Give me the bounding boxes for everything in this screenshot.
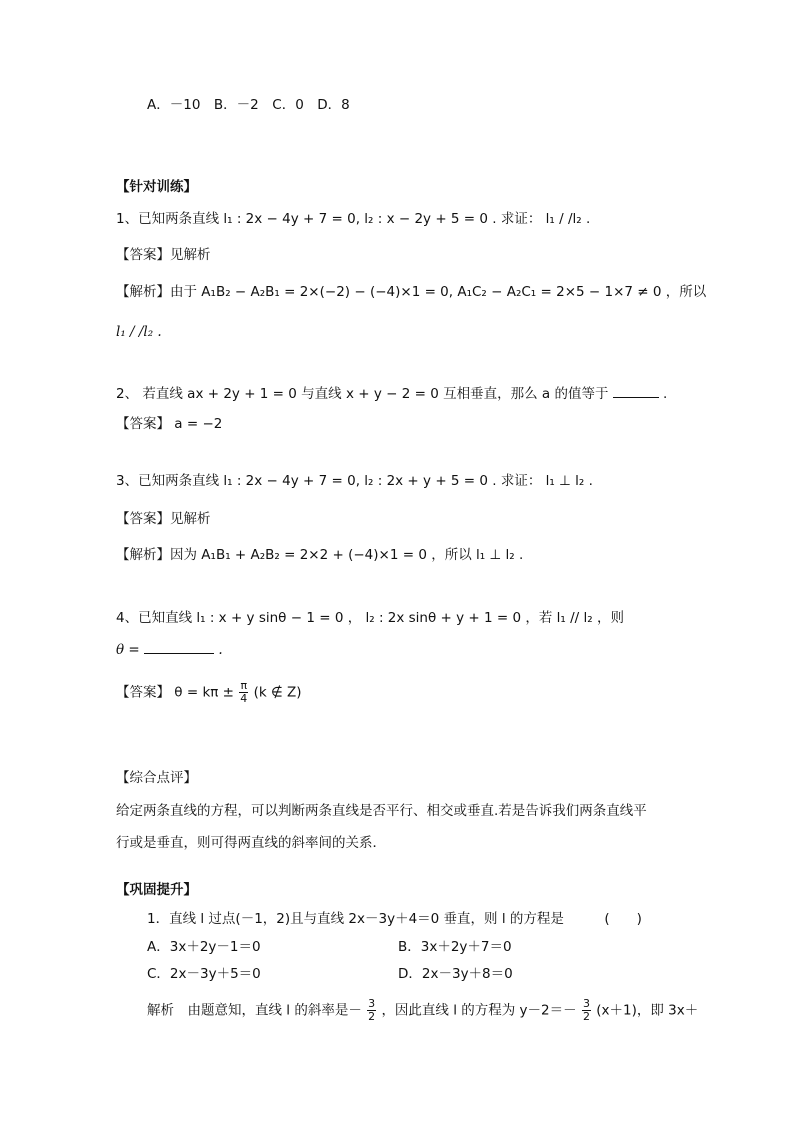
q4-answer-blank [144, 641, 214, 654]
c1-analysis-part1: 解析 由题意知，直线 l 的斜率是－ [147, 1002, 362, 1019]
q4-answer-suffix: (k ∉ Z) [253, 684, 302, 701]
c1-option-c: C．2x－3y＋5＝0 [147, 966, 261, 982]
q2-text-body: 2、 若直线 ax + 2y + 1 = 0 与直线 x + y − 2 = 0 互相垂直，那么 a 的值等于 [116, 386, 609, 402]
q4-text: 4、已知直线 l₁ : x + y sinθ − 1 = 0 ， l₂ : 2x sinθ + y + 1 = 0 ，若 l₁ // l₂ ，则 [116, 610, 624, 626]
c1-analysis [147, 998, 698, 1023]
q1-text: 1、已知两条直线 l₁ : 2x − 4y + 7 = 0, l₂ : x − 2y + 5 = 0 . 求证： l₁ / /l₂ . [116, 211, 591, 227]
q2-text [116, 384, 667, 404]
q3-analysis: 【解析】因为 A₁B₁ + A₂B₂ = 2×2 + (−4)×1 = 0 ，所以 l₁ ⊥ l₂ . [116, 547, 524, 563]
c1-option-b: B．3x＋2y＋7＝0 [398, 939, 512, 955]
q4-answer-fraction [239, 680, 248, 705]
c1-analysis-part2: ，因此直线 l 的方程为 y－2＝－ [381, 1002, 577, 1019]
c1-analysis-part3: (x＋1)，即 3x＋ [596, 1002, 699, 1019]
top-options: A．－10 B．－2 C．0 D．8 [147, 97, 350, 113]
q4-line2 [116, 640, 223, 660]
q3-text: 3、已知两条直线 l₁ : 2x − 4y + 7 = 0, l₂ : 2x + y + 5 = 0 . 求证： l₁ ⊥ l₂ . [116, 473, 593, 489]
q2-answer: 【答案】 a = −2 [116, 416, 223, 432]
q1-analysis-line1: 【解析】由于 A₁B₂ − A₂B₁ = 2×(−2) − (−4)×1 = 0, A₁C₂ − A₂C₁ = 2×5 − 1×7 ≠ 0 ，所以 [116, 284, 707, 300]
review-line2: 行或是垂直，则可得两直线的斜率间的关系． [116, 835, 386, 851]
c1-eq-numerator: 3 [582, 997, 590, 1010]
review-line1: 给定两条直线的方程，可以判断两条直线是否平行、相交或垂直.若是告诉我们两条直线平 [116, 803, 647, 819]
q3-answer: 【答案】见解析 [116, 511, 211, 527]
c1-slope-fraction [367, 998, 376, 1023]
section-consolidate-heading: 【巩固提升】 [116, 882, 197, 898]
q4-fraction-denominator: 4 [240, 692, 248, 705]
q4-answer [116, 680, 302, 705]
q1-analysis-line2: l₁ / /l₂ . [116, 324, 162, 340]
q2-answer-blank [613, 385, 659, 398]
q1-answer: 【答案】见解析 [116, 247, 211, 263]
section-review-heading: 【综合点评】 [116, 770, 197, 786]
c1-eq-denominator: 2 [582, 1010, 590, 1023]
c1-text: 1．直线 l 过点(－1，2)且与直线 2x－3y＋4＝0 垂直，则 l 的方程是 ( ) [147, 911, 642, 927]
q4-answer-prefix: 【答案】 θ = kπ ± [116, 684, 234, 701]
c1-slope-numerator: 3 [368, 997, 376, 1010]
q4-fraction-numerator: π [240, 679, 248, 692]
c1-slope-denominator: 2 [368, 1010, 376, 1023]
c1-eq-fraction [582, 998, 591, 1023]
q4-line2-suffix: . [218, 642, 223, 658]
q4-line2-prefix: θ = [116, 642, 140, 658]
q2-text-end: . [663, 386, 668, 402]
c1-option-a: A．3x＋2y－1＝0 [147, 939, 261, 955]
c1-option-d: D．2x－3y＋8＝0 [398, 966, 513, 982]
section-training-heading: 【针对训练】 [116, 179, 197, 195]
